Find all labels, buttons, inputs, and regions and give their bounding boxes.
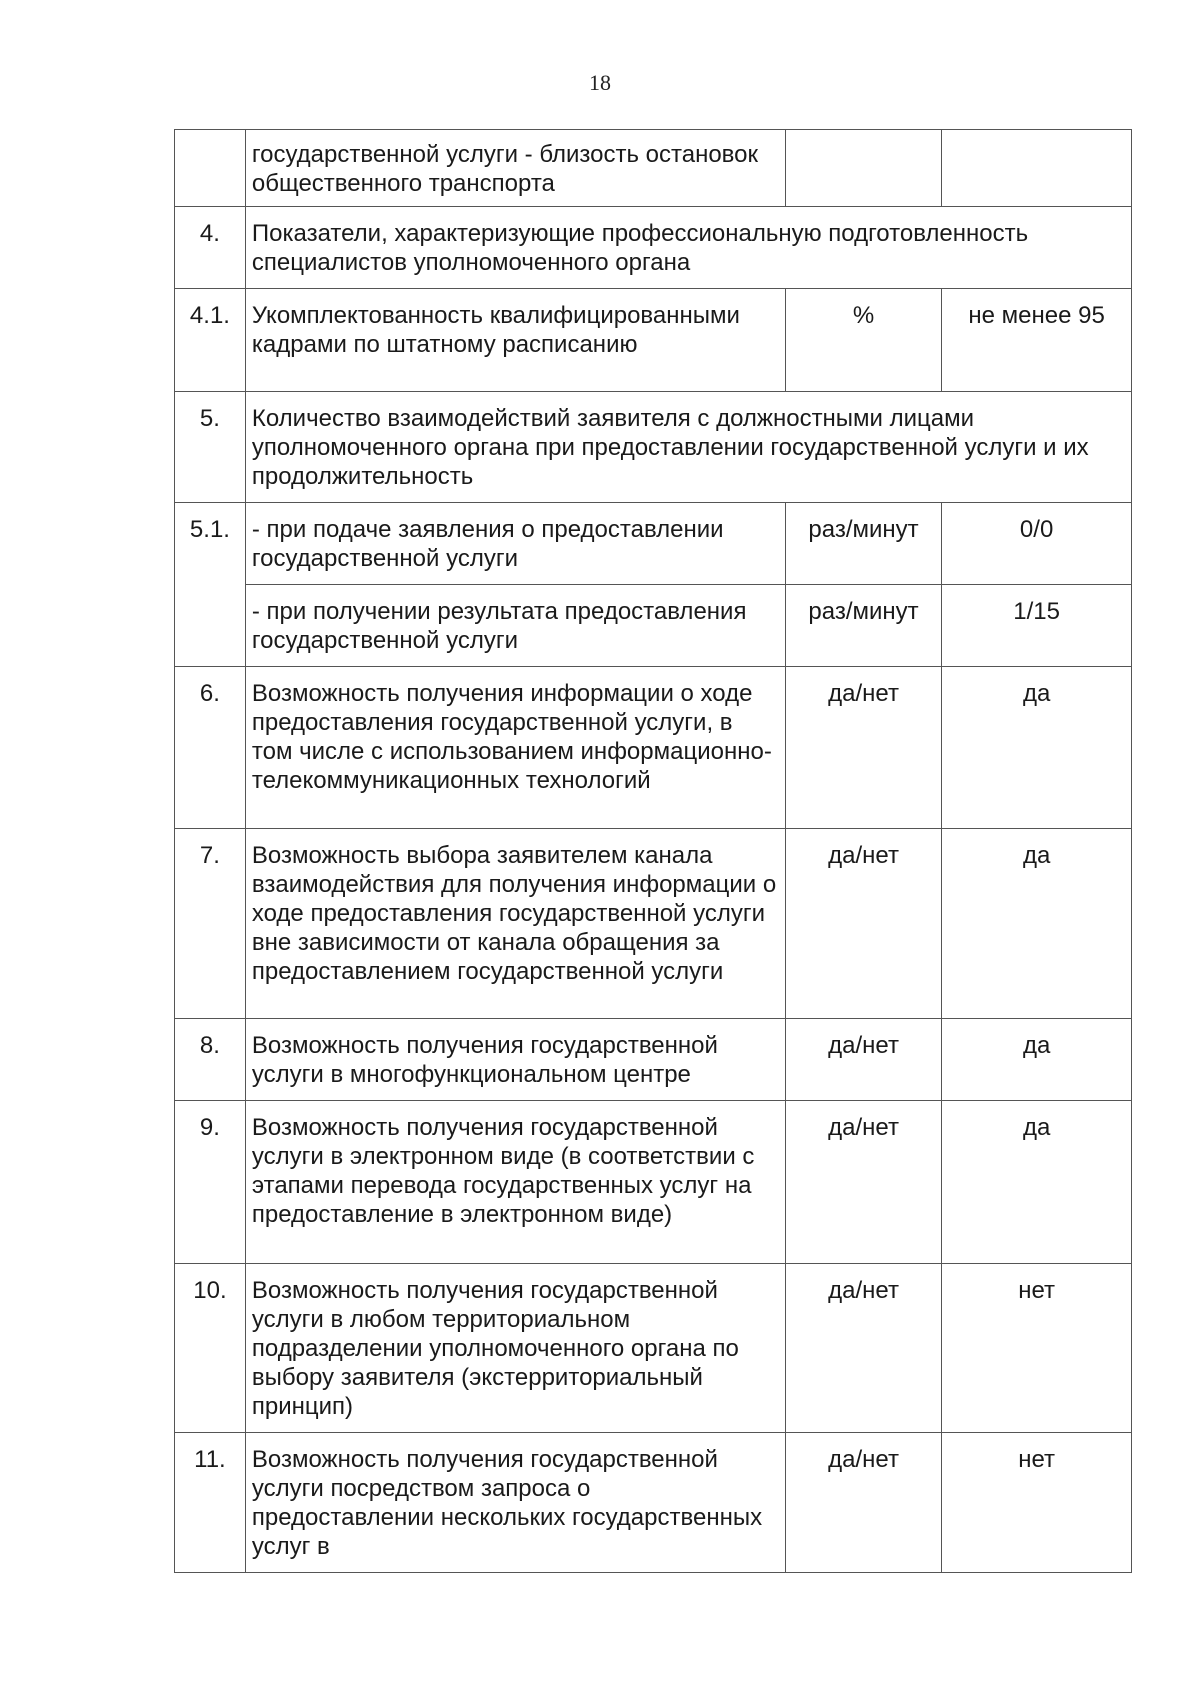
indicator-text: Возможность выбора заявителем канала взаимодействия для получения информации о ходе предоставления государственной услуги вне зависимости от канала обращения за предоставлением государственной услуги: [245, 829, 785, 1019]
table-row: [175, 667, 1132, 829]
value-cell: да: [942, 1019, 1132, 1101]
table-row: [175, 1019, 1132, 1101]
indicators-table: [174, 129, 1132, 1573]
value-cell: да: [942, 1101, 1132, 1264]
row-number: 10.: [175, 1264, 246, 1433]
table-row: [175, 1101, 1132, 1264]
row-number: 6.: [175, 667, 246, 829]
table-row: [175, 392, 1132, 503]
value-cell: да: [942, 667, 1132, 829]
unit-cell: да/нет: [785, 1433, 941, 1573]
unit-cell: да/нет: [785, 667, 941, 829]
indicator-text: - при подаче заявления о предоставлении государственной услуги: [245, 503, 785, 585]
value-cell: да: [942, 829, 1132, 1019]
indicator-text: Укомплектованность квалифицированными кадрами по штатному расписанию: [245, 289, 785, 392]
value-cell: нет: [942, 1433, 1132, 1573]
row-number: 8.: [175, 1019, 246, 1101]
value-cell: [942, 130, 1132, 207]
unit-cell: да/нет: [785, 1019, 941, 1101]
row-number: [175, 130, 246, 207]
table-row: [175, 503, 1132, 585]
table-row: [175, 585, 1132, 667]
table-row: [175, 1264, 1132, 1433]
unit-cell: да/нет: [785, 1101, 941, 1264]
row-number: 4.: [175, 207, 246, 289]
table-row: [175, 289, 1132, 392]
unit-cell: да/нет: [785, 1264, 941, 1433]
section-heading: Количество взаимодействий заявителя с должностными лицами уполномоченного органа при предоставлении государственной услуги и их продолжительность: [245, 392, 1131, 503]
indicator-text: Возможность получения государственной услуги в электронном виде (в соответствии с этапами перевода государственных услуг на предоставление в электронном виде): [245, 1101, 785, 1264]
indicator-text: Возможность получения государственной услуги посредством запроса о предоставлении нескольких государственных услуг в: [245, 1433, 785, 1573]
indicator-text: - при получении результата предоставления государственной услуги: [245, 585, 785, 667]
unit-cell: раз/минут: [785, 585, 941, 667]
indicator-text: Возможность получения государственной услуги в многофункциональном центре: [245, 1019, 785, 1101]
row-number: 5.: [175, 392, 246, 503]
indicator-text: Возможность получения информации о ходе предоставления государственной услуги, в том числе с использованием информационно-телекоммуникационных технологий: [245, 667, 785, 829]
indicator-text: государственной услуги - близость остановок общественного транспорта: [245, 130, 785, 207]
table-row: [175, 829, 1132, 1019]
unit-cell: да/нет: [785, 829, 941, 1019]
value-cell: не менее 95: [942, 289, 1132, 392]
table-row: [175, 207, 1132, 289]
value-cell: нет: [942, 1264, 1132, 1433]
table-row: [175, 1433, 1132, 1573]
row-number: 5.1.: [175, 503, 246, 667]
unit-cell: %: [785, 289, 941, 392]
row-number: 4.1.: [175, 289, 246, 392]
row-number: 11.: [175, 1433, 246, 1573]
unit-cell: [785, 130, 941, 207]
value-cell: 0/0: [942, 503, 1132, 585]
row-number: 7.: [175, 829, 246, 1019]
value-cell: 1/15: [942, 585, 1132, 667]
section-heading: Показатели, характеризующие профессиональную подготовленность специалистов уполномоченного органа: [245, 207, 1131, 289]
table-row: [175, 130, 1132, 207]
unit-cell: раз/минут: [785, 503, 941, 585]
indicator-text: Возможность получения государственной услуги в любом территориальном подразделении уполномоченного органа по выбору заявителя (экстерриториальный принцип): [245, 1264, 785, 1433]
page-number: 18: [589, 70, 611, 95]
row-number: 9.: [175, 1101, 246, 1264]
